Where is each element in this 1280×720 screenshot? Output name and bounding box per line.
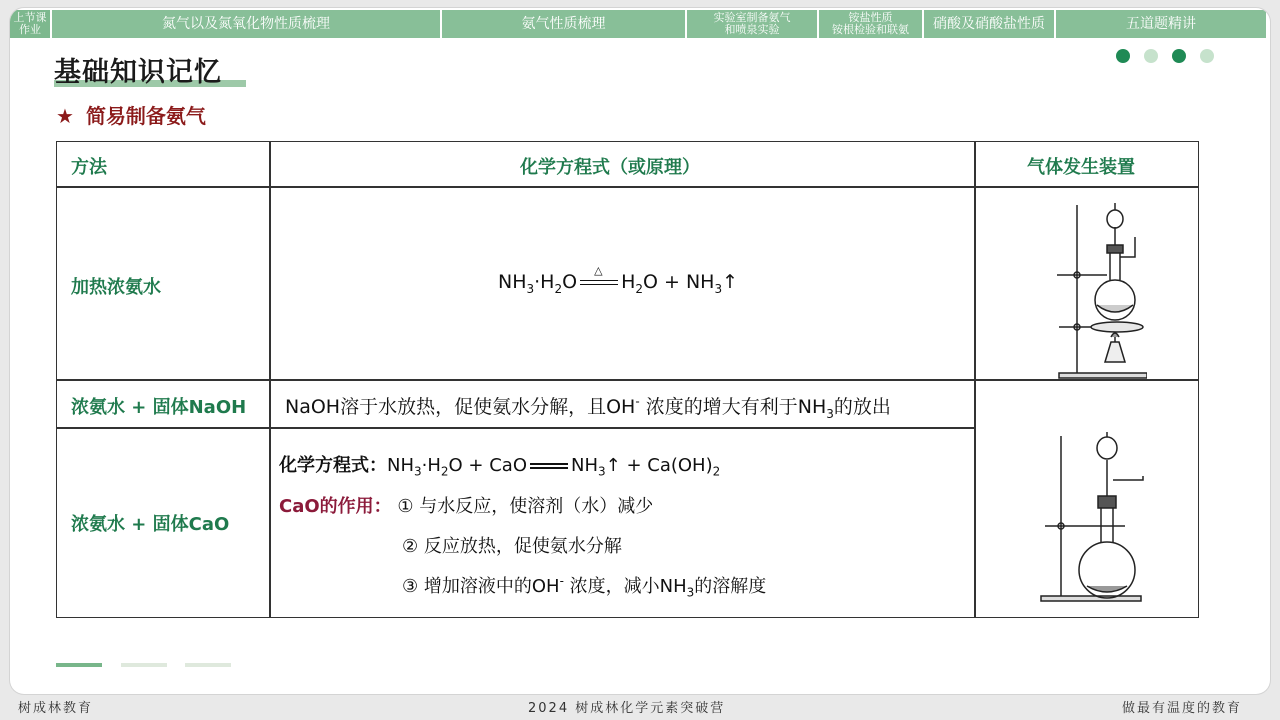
page-dots [1116,49,1214,63]
nav-tab-nitrogen[interactable]: 氮气以及氮氧化物性质梳理 [52,10,440,38]
progress-segment [185,663,231,667]
star-icon: ★ [56,104,74,128]
nav-tab-exercises[interactable]: 五道题精讲 [1056,10,1266,38]
header-method: 方法 [71,157,107,178]
nav-tab-ammonia[interactable]: 氨气性质梳理 [442,10,685,38]
role-3: ③ 增加溶液中的OH- 浓度，减小$NH_3$的溶解度 [402,574,767,600]
page-dot[interactable] [1200,49,1214,63]
footer-right: 做最有温度的教育 [1122,701,1243,716]
footer-left: 树成林教育 [18,701,94,716]
slide [10,8,1270,694]
nav-tab-nitric-acid[interactable]: 硝酸及硝酸盐性质 [924,10,1054,38]
page-dot[interactable] [1116,49,1130,63]
role-2: ② 反应放热，促使氨水分解 [402,536,622,557]
equation-cao: 化学方程式：$NH_3\cdot H_2O$ + CaO $NH_3↑ + Ca(OH)_2$ [279,455,721,479]
cao-apparatus-illustration [1035,430,1155,610]
heating-apparatus-illustration [1047,197,1147,379]
nav-tab-lab-prep[interactable]: 实验室制备氨气 和喷泉实验 [687,10,817,38]
method-cao: 浓氨水 + 固体CaO [71,514,230,535]
page-dot[interactable] [1172,49,1186,63]
role-1: CaO的作用： ① 与水反应，使溶剂（水）减少 [279,496,654,517]
top-nav [10,10,1270,38]
header-apparatus: 气体发生装置 [1027,157,1135,178]
footer-center: 2024 树成林化学元素突破营 [528,701,726,716]
page-dot[interactable] [1144,49,1158,63]
progress-segment [121,663,167,667]
progress-segment [56,663,102,667]
method-heat-ammonia: 加热浓氨水 [71,277,161,298]
equation-heat: $NH_3\cdot H_2O$ △ $H_2O$ + $NH_3↑$ [498,263,739,296]
nav-homework[interactable]: 上节课 作业 [10,10,50,38]
nav-tab-ammonium[interactable]: 铵盐性质 铵根检验和联氨 [819,10,922,38]
method-table [56,141,1199,618]
method-naoh: 浓氨水 + 固体NaOH [71,397,247,418]
principle-naoh: NaOH溶于水放热，促使氨水分解，且OH- 浓度的增大有利于$NH_3$的放出 [285,394,891,421]
header-equation: 化学方程式（或原理） [520,157,700,178]
page-title: 基础知识记忆 [54,57,222,88]
section-subtitle: ★ 简易制备氨气 [56,104,206,128]
